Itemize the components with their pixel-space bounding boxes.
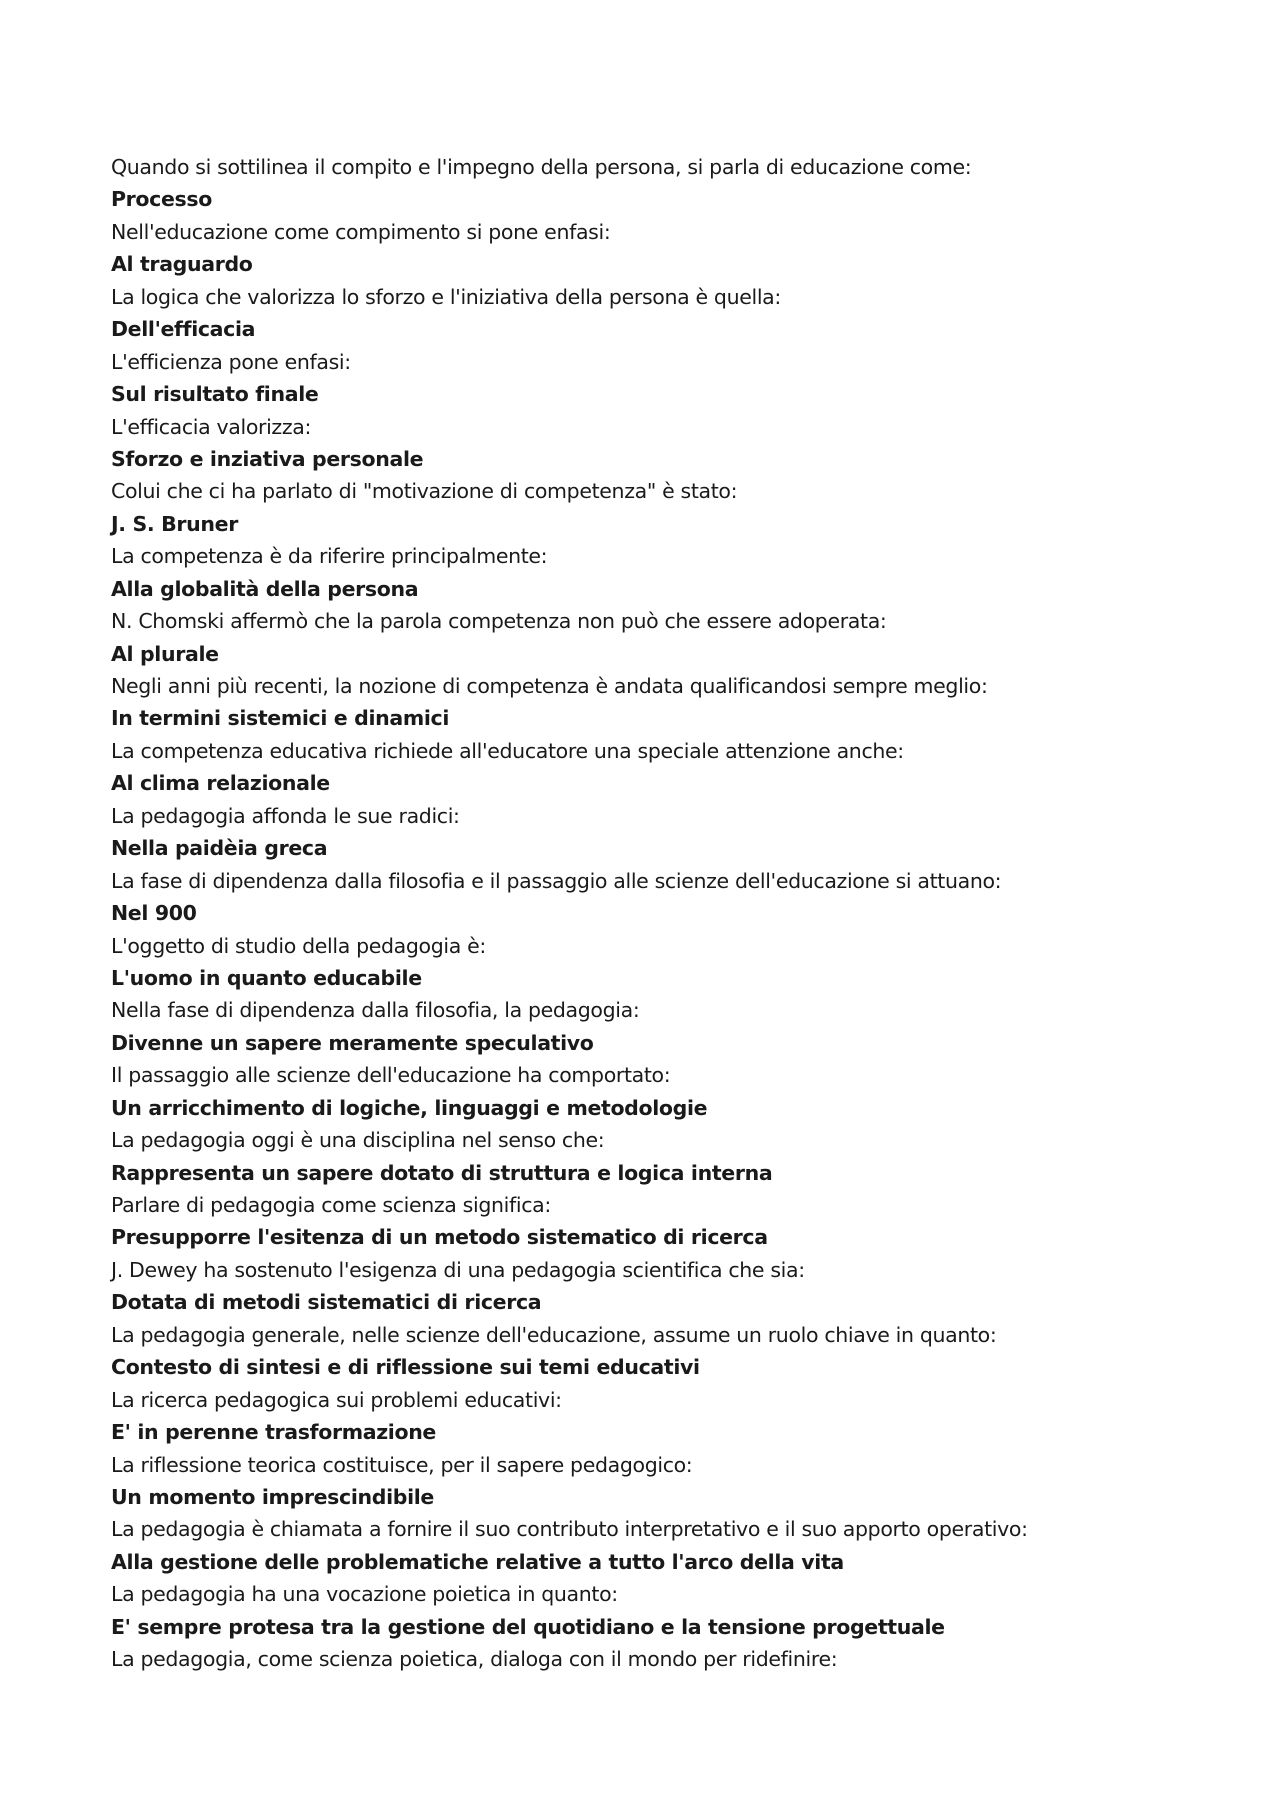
answer-text: Rappresenta un sapere dotato di struttura e logica interna — [111, 1160, 773, 1185]
question-text: J. Dewey ha sostenuto l'esigenza di una pedagogia scientifica che sia: — [111, 1257, 805, 1282]
answer-text: Dotata di metodi sistematici di ricerca — [111, 1290, 542, 1315]
question-text: Colui che ci ha parlato di "motivazione di competenza" è stato: — [111, 479, 738, 504]
question-text: Nell'educazione come compimento si pone enfasi: — [111, 219, 611, 244]
question-text: La logica che valorizza lo sforzo e l'iniziativa della persona è quella: — [111, 284, 781, 309]
answer-text: Presupporre l'esitenza di un metodo sistematico di ricerca — [111, 1225, 768, 1250]
question-text: Quando si sottilinea il compito e l'impegno della persona, si parla di educazione come: — [111, 155, 972, 179]
answer-text: Divenne un sapere meramente speculativo — [111, 1030, 594, 1055]
answer-text: Al clima relazionale — [111, 771, 330, 796]
qa-list — [111, 151, 1211, 1676]
answer-text: Un momento imprescindibile — [111, 1484, 434, 1509]
question-text: La pedagogia affonda le sue radici: — [111, 803, 460, 828]
answer-text: In termini sistemici e dinamici — [111, 706, 450, 731]
question-text: La pedagogia è chiamata a fornire il suo contributo interpretativo e il suo apporto operativo: — [111, 1517, 1028, 1542]
answer-text: Dell'efficacia — [111, 317, 256, 342]
answer-text: E' sempre protesa tra la gestione del quotidiano e la tensione progettuale — [111, 1614, 945, 1639]
answer-text: L'uomo in quanto educabile — [111, 965, 422, 990]
question-text: L'efficienza pone enfasi: — [111, 349, 351, 374]
answer-text: Alla globalità della persona — [111, 576, 419, 601]
answer-text: J. S. Bruner — [111, 511, 238, 536]
question-text: La pedagogia generale, nelle scienze dell'educazione, assume un ruolo chiave in quanto: — [111, 1322, 997, 1347]
question-text: N. Chomski affermò che la parola competenza non può che essere adoperata: — [111, 609, 887, 634]
question-text: La riflessione teorica costituisce, per il sapere pedagogico: — [111, 1452, 693, 1477]
question-text: La fase di dipendenza dalla filosofia e il passaggio alle scienze dell'educazione si attuano: — [111, 868, 1002, 893]
question-text: Nella fase di dipendenza dalla filosofia, la pedagogia: — [111, 998, 640, 1023]
answer-text: Sforzo e inziativa personale — [111, 446, 424, 471]
question-text: La pedagogia oggi è una disciplina nel senso che: — [111, 1128, 605, 1153]
answer-text: Nella paidèia greca — [111, 836, 328, 861]
question-text: La competenza è da riferire principalmente: — [111, 544, 548, 569]
question-text: La pedagogia ha una vocazione poietica in quanto: — [111, 1582, 618, 1607]
answer-text: E' in perenne trasformazione — [111, 1420, 436, 1445]
answer-text: Sul risultato finale — [111, 382, 319, 407]
answer-text: Al plurale — [111, 641, 219, 666]
answer-text: Alla gestione delle problematiche relative a tutto l'arco della vita — [111, 1549, 844, 1574]
question-text: La ricerca pedagogica sui problemi educativi: — [111, 1387, 562, 1412]
question-text: L'oggetto di studio della pedagogia è: — [111, 933, 486, 958]
question-text: Negli anni più recenti, la nozione di competenza è andata qualificandosi sempre meglio: — [111, 674, 988, 698]
question-text: L'efficacia valorizza: — [111, 414, 312, 439]
answer-text: Un arricchimento di logiche, linguaggi e metodologie — [111, 1095, 708, 1120]
answer-text: Processo — [111, 187, 212, 212]
answer-text: Contesto di sintesi e di riflessione sui temi educativi — [111, 1355, 700, 1380]
answer-text: Al traguardo — [111, 252, 253, 277]
question-text: Il passaggio alle scienze dell'educazione ha comportato: — [111, 1063, 671, 1088]
question-text: Parlare di pedagogia come scienza significa: — [111, 1193, 551, 1217]
question-text: La pedagogia, come scienza poietica, dialoga con il mondo per ridefinire: — [111, 1647, 838, 1672]
question-text: La competenza educativa richiede all'educatore una speciale attenzione anche: — [111, 738, 904, 763]
answer-text: Nel 900 — [111, 901, 197, 926]
